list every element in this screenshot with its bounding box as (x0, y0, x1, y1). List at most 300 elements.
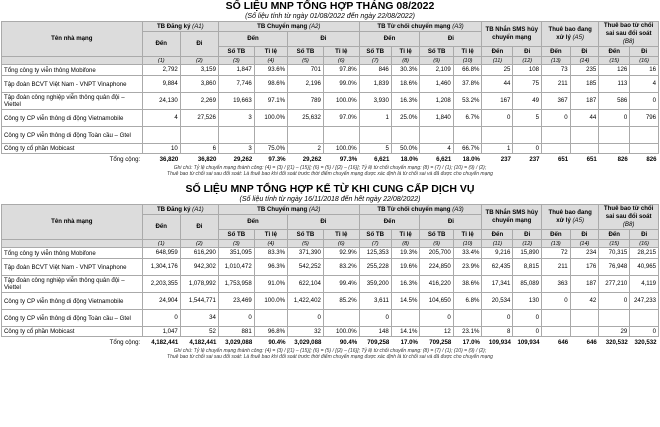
data-cell: 185 (570, 76, 599, 93)
col-di-header: Đi (630, 230, 659, 240)
data-cell: 97.1% (254, 93, 287, 110)
data-cell (288, 127, 324, 144)
data-cell: 224,850 (420, 259, 453, 276)
data-cell (513, 127, 542, 144)
col-di-header: Đi (420, 32, 482, 47)
data-cell: 701 (288, 65, 324, 76)
data-cell: 542,252 (288, 259, 324, 276)
total-cell: 90.4% (268, 338, 286, 346)
col-di-header: Đi (180, 215, 218, 240)
col-registered-header-label: TB Đăng ký (156, 205, 191, 213)
data-cell: 93.6% (254, 65, 287, 76)
col-di-header: Đi (513, 47, 542, 57)
data-cell: 125,353 (359, 248, 391, 259)
data-cell: 148 (359, 327, 391, 337)
data-cell: 1,010,472 (218, 259, 254, 276)
total-cell: 709,258 (429, 338, 452, 346)
data-cell (323, 310, 359, 327)
col-ti-le-header: Tỉ lệ (391, 230, 420, 240)
col-changed-header (599, 22, 659, 47)
data-cell: 62,435 (482, 259, 513, 276)
col-ti-le-header: Tỉ lệ (453, 230, 482, 240)
data-cell: 85.2% (323, 293, 359, 310)
data-cell: 19,663 (218, 93, 254, 110)
total-cell: 237 (529, 155, 540, 163)
data-cell (254, 127, 287, 144)
total-cell: 29,262 (302, 155, 322, 163)
data-cell: 37.8% (453, 76, 482, 93)
data-cell: 187 (570, 93, 599, 110)
operator-name: Công ty cổ phần Mobicast (2, 144, 143, 154)
col-so-tb-header: Số TB (359, 47, 391, 57)
report-section (0, 183, 660, 360)
data-cell: 92.9% (323, 248, 359, 259)
total-cell: 651 (557, 155, 569, 163)
table-row (2, 65, 659, 76)
data-cell (453, 310, 482, 327)
data-cell: 789 (288, 93, 324, 110)
index-cell-empty (2, 240, 143, 248)
data-cell (391, 310, 420, 327)
data-cell: 113 (599, 76, 630, 93)
col-refused-header-ref: (A3) (452, 205, 464, 213)
index-cell: (3) (218, 240, 254, 248)
col-registered-header-label: TB Đăng ký (156, 22, 191, 30)
data-cell: 176 (570, 259, 599, 276)
data-cell: 25 (482, 65, 513, 76)
data-cell: 0 (482, 110, 513, 127)
mnp-table (1, 21, 659, 165)
operator-name: Công ty CP viễn thông di động Toàn cầu – Gtel (2, 127, 143, 144)
col-registered-header-ref: (A1) (192, 205, 204, 213)
total-cell: 17.0% (462, 338, 480, 346)
data-cell: 0 (288, 310, 324, 327)
data-cell: 14.5% (391, 293, 420, 310)
data-cell: 83.2% (323, 259, 359, 276)
data-cell: 247,233 (630, 293, 659, 310)
data-cell: 4 (142, 110, 180, 127)
data-cell: 66.8% (453, 65, 482, 76)
col-pending-header (542, 205, 599, 230)
data-cell: 1,208 (420, 93, 453, 110)
data-cell: 211 (542, 259, 571, 276)
data-cell: 0 (420, 310, 453, 327)
index-cell: (11) (482, 57, 513, 65)
index-cell: (8) (391, 57, 420, 65)
data-cell: 2,203,355 (142, 276, 180, 293)
table-row (2, 110, 659, 127)
index-cell: (12) (513, 240, 542, 248)
data-cell: 73 (542, 65, 571, 76)
total-cell: 97.3% (268, 155, 286, 163)
data-cell: 19.6% (391, 259, 420, 276)
data-cell (630, 127, 659, 144)
index-cell: (16) (630, 240, 659, 248)
col-operator-header: Tên nhà mạng (2, 22, 143, 57)
data-cell: 2,792 (142, 65, 180, 76)
data-cell: 19.3% (391, 248, 420, 259)
data-cell: 416,220 (420, 276, 453, 293)
operator-name: Công ty cổ phần Mobicast (2, 327, 143, 337)
data-cell: 104,650 (420, 293, 453, 310)
data-cell: 96.3% (254, 259, 287, 276)
data-cell: 97.8% (323, 65, 359, 76)
data-cell: 12 (420, 327, 453, 337)
index-cell: (1) (142, 240, 180, 248)
total-cell: 6,621 (436, 155, 452, 163)
operator-name: Tập đoàn công nghiệp viễn thông quân đội – Viettel (2, 276, 143, 293)
index-cell: (4) (254, 240, 287, 248)
data-cell: 1,078,992 (180, 276, 218, 293)
col-pending-header-ref: (A5) (572, 34, 585, 41)
col-ti-le-header: Tỉ lệ (391, 47, 420, 57)
total-cell: 320,532 (605, 338, 628, 346)
data-cell: 33.4% (453, 248, 482, 259)
data-cell: 85,089 (513, 276, 542, 293)
data-cell: 100.0% (323, 93, 359, 110)
data-cell: 0 (359, 310, 391, 327)
data-cell (542, 127, 571, 144)
data-cell: 5 (513, 110, 542, 127)
col-pending-header-label: Thuê bao đang xử lý (548, 26, 592, 41)
data-cell: 359,200 (359, 276, 391, 293)
data-cell: 96.8% (254, 327, 287, 337)
data-cell: 0 (513, 144, 542, 154)
footnote: Thuê bao từ chối sai sau đối soát: Là thuê bao khi đối soát trước thời điểm chuyển mạng được xác định là từ chối sai và đã được cho chuyển mạng (167, 354, 493, 360)
data-cell: 100.0% (254, 110, 287, 127)
table-row (2, 293, 659, 310)
data-cell: 942,302 (180, 259, 218, 276)
col-so-tb-header: Số TB (288, 230, 324, 240)
data-cell: 1,839 (359, 76, 391, 93)
col-den-header: Đến (482, 230, 513, 240)
col-pending-header-label: Thuê bao đang xử lý (548, 209, 592, 224)
total-label: Tổng cộng: (109, 338, 141, 346)
col-pending-header (542, 22, 599, 47)
total-cell: 18.0% (400, 155, 418, 163)
data-cell: 0 (599, 293, 630, 310)
data-cell (218, 127, 254, 144)
data-cell: 44 (482, 76, 513, 93)
data-cell: 1,840 (420, 110, 453, 127)
report-section (0, 0, 660, 183)
col-ported-header-label: TB Chuyển mạng (257, 22, 308, 30)
index-cell: (16) (630, 57, 659, 65)
table-row (2, 144, 659, 154)
data-cell: 25,632 (288, 110, 324, 127)
col-refused-header-label: TB Từ chối chuyển mạng (377, 205, 451, 213)
table-row (2, 76, 659, 93)
operator-name: Tập đoàn công nghiệp viễn thông quân đội – Viettel (2, 93, 143, 110)
col-registered-header-ref: (A1) (192, 22, 204, 30)
data-cell: 97.0% (323, 110, 359, 127)
col-den-header: Đến (542, 47, 571, 57)
data-cell: 30.3% (391, 65, 420, 76)
data-cell: 2,109 (420, 65, 453, 76)
data-cell: 2 (288, 144, 324, 154)
data-cell: 6.7% (453, 110, 482, 127)
total-row (2, 154, 659, 166)
data-cell: 16.3% (391, 276, 420, 293)
data-cell: 367 (542, 93, 571, 110)
col-ported-header-ref: (A2) (308, 22, 321, 30)
table-row (2, 248, 659, 259)
data-cell: 6 (180, 144, 218, 154)
index-cell: (15) (599, 57, 630, 65)
col-di-header: Đi (630, 47, 659, 57)
total-cell: 97.3% (339, 155, 358, 163)
col-di-header: Đi (288, 32, 360, 47)
data-cell: 8,815 (513, 259, 542, 276)
report-title: SỐ LIỆU MNP TỔNG HỢP THÁNG 08/2022 (225, 0, 435, 12)
data-cell: 3,930 (359, 93, 391, 110)
total-cell: 109,934 (517, 338, 540, 346)
total-cell: 646 (557, 338, 569, 346)
data-cell: 3,159 (180, 65, 218, 76)
total-cell: 237 (500, 155, 511, 163)
index-cell: (11) (482, 240, 513, 248)
data-cell: 277,210 (599, 276, 630, 293)
operator-name: Tập đoàn BCVT Việt Nam - VNPT Vinaphone (2, 259, 143, 276)
operator-name: Tổng công ty viễn thông Mobifone (2, 248, 143, 259)
data-cell: 9,216 (482, 248, 513, 259)
data-cell: 1,047 (142, 327, 180, 337)
data-cell: 20,534 (482, 293, 513, 310)
data-cell: 0 (482, 310, 513, 327)
col-ti-le-header: Tỉ lệ (453, 47, 482, 57)
data-cell (542, 310, 571, 327)
index-cell-empty (2, 57, 143, 65)
data-cell (630, 144, 659, 154)
data-cell: 50.0% (391, 144, 420, 154)
data-cell: 3 (218, 144, 254, 154)
data-cell: 76,948 (599, 259, 630, 276)
data-cell (323, 127, 359, 144)
data-cell: 0 (542, 293, 571, 310)
data-cell: 42 (570, 293, 599, 310)
table-row (2, 276, 659, 293)
data-cell: 38.6% (453, 276, 482, 293)
total-cell: 90.4% (339, 338, 358, 346)
data-cell: 49 (513, 93, 542, 110)
total-cell: 109,934 (488, 338, 511, 346)
table-row (2, 327, 659, 337)
data-cell: 211 (542, 76, 571, 93)
operator-name: Công ty CP viễn thông di động Vietnamobile (2, 110, 143, 127)
total-cell: 3,029,088 (294, 338, 322, 346)
col-den-header: Đến (359, 32, 420, 47)
data-cell: 167 (482, 93, 513, 110)
data-cell: 1,753,958 (218, 276, 254, 293)
col-den-header: Đến (142, 32, 180, 57)
data-cell: 0 (218, 310, 254, 327)
table-row (2, 259, 659, 276)
report-subtitle: (Số liệu tính từ ngày 01/08/2022 đến ngày 22/08/2022) (245, 13, 415, 20)
table-row (2, 93, 659, 110)
footnote: Thuê bao từ chối sai sau đối soát: Là thuê bao khi đối soát trước thời điểm chuyển mạng được xác định là từ chối sai và đã được cho chuyển mạng (167, 171, 493, 177)
data-cell (630, 310, 659, 327)
data-cell: 622,104 (288, 276, 324, 293)
col-di-header: Đi (570, 230, 599, 240)
data-cell: 1,304,176 (142, 259, 180, 276)
data-cell: 98.6% (254, 76, 287, 93)
col-di-header: Đi (420, 215, 482, 230)
data-cell: 108 (513, 65, 542, 76)
data-cell: 44 (570, 110, 599, 127)
report-subtitle: (Số liệu tính từ ngày 16/11/2018 đến hết ngày 22/08/2022) (239, 196, 421, 203)
total-cell: 646 (586, 338, 597, 346)
data-cell: 1,847 (218, 65, 254, 76)
data-cell: 371,390 (288, 248, 324, 259)
index-cell: (10) (453, 57, 482, 65)
col-changed-header-label: Thuê bao từ chối sai sau đổi soát (603, 205, 654, 220)
data-cell: 29 (599, 327, 630, 337)
data-cell: 234 (570, 248, 599, 259)
total-cell: 4,182,441 (189, 338, 217, 346)
col-so-tb-header: Số TB (218, 230, 254, 240)
data-cell: 9,884 (142, 76, 180, 93)
data-cell (570, 144, 599, 154)
data-cell: 40,965 (630, 259, 659, 276)
data-cell: 235 (570, 65, 599, 76)
data-cell (570, 310, 599, 327)
data-cell: 363 (542, 276, 571, 293)
operator-name: Công ty CP viễn thông di động Vietnamobile (2, 293, 143, 310)
index-cell: (15) (599, 240, 630, 248)
data-cell: 75 (513, 76, 542, 93)
data-cell: 52 (180, 327, 218, 337)
data-cell: 23.9% (453, 259, 482, 276)
data-cell: 0 (599, 110, 630, 127)
data-cell: 648,959 (142, 248, 180, 259)
col-ported-header-label: TB Chuyển mạng (257, 205, 308, 213)
index-cell: (13) (542, 57, 571, 65)
data-cell: 0 (142, 310, 180, 327)
data-cell: 14.1% (391, 327, 420, 337)
data-cell: 91.0% (254, 276, 287, 293)
index-cell: (14) (570, 240, 599, 248)
col-so-tb-header: Số TB (420, 230, 453, 240)
total-cell: 29,262 (233, 155, 253, 163)
col-di-header: Đi (513, 230, 542, 240)
total-cell: 320,532 (634, 338, 657, 346)
index-cell: (1) (142, 57, 180, 65)
index-cell: (7) (359, 240, 391, 248)
data-cell: 586 (599, 93, 630, 110)
col-den-header: Đến (482, 47, 513, 57)
data-cell (391, 127, 420, 144)
col-ported-header-ref: (A2) (308, 205, 321, 213)
data-cell: 17,341 (482, 276, 513, 293)
col-ti-le-header: Tỉ lệ (323, 230, 359, 240)
data-cell: 100.0% (323, 327, 359, 337)
total-cell: 709,258 (367, 338, 390, 346)
data-cell (570, 327, 599, 337)
data-cell: 4 (630, 76, 659, 93)
total-cell: 3,029,088 (225, 338, 253, 346)
col-di-header: Đi (180, 32, 218, 57)
col-changed-header-ref: (B8) (622, 221, 635, 228)
index-cell: (4) (254, 57, 287, 65)
data-cell (542, 327, 571, 337)
data-cell: 0 (513, 310, 542, 327)
data-cell: 616,290 (180, 248, 218, 259)
data-cell: 796 (630, 110, 659, 127)
index-cell: (2) (180, 57, 218, 65)
col-den-header: Đến (359, 215, 420, 230)
col-changed-header-ref: (B8) (622, 38, 635, 45)
operator-name: Tổng công ty viễn thông Mobifone (2, 65, 143, 76)
total-label: Tổng cộng: (109, 155, 141, 163)
data-cell: 5 (359, 144, 391, 154)
data-cell: 18.6% (391, 76, 420, 93)
data-cell: 4 (420, 144, 453, 154)
data-cell: 1,422,402 (288, 293, 324, 310)
col-so-tb-header: Số TB (288, 47, 324, 57)
data-cell: 8 (482, 327, 513, 337)
index-cell: (9) (420, 240, 453, 248)
col-refused-header (359, 205, 482, 215)
data-cell (599, 144, 630, 154)
total-cell: 18.0% (462, 155, 480, 163)
total-cell: 17.0% (400, 338, 418, 346)
col-operator-header: Tên nhà mạng (2, 205, 143, 240)
data-cell: 0 (513, 327, 542, 337)
data-cell: 1 (482, 144, 513, 154)
col-den-header: Đến (142, 215, 180, 240)
data-cell: 100.0% (323, 144, 359, 154)
data-cell: 10 (142, 144, 180, 154)
data-cell: 4,119 (630, 276, 659, 293)
data-cell: 2,196 (288, 76, 324, 93)
col-changed-header-label: Thuê bao từ chối sai sau đổi soát (603, 22, 654, 37)
total-cell: 826 (646, 155, 657, 163)
data-cell: 881 (218, 327, 254, 337)
index-cell: (3) (218, 57, 254, 65)
data-cell (254, 310, 287, 327)
data-cell: 187 (570, 276, 599, 293)
data-cell: 0 (542, 110, 571, 127)
col-den-header: Đến (218, 32, 287, 47)
data-cell: 100.0% (254, 293, 287, 310)
index-cell: (13) (542, 240, 571, 248)
data-cell: 130 (513, 293, 542, 310)
col-registered-header (142, 205, 218, 215)
index-cell: (10) (453, 240, 482, 248)
data-cell: 23,469 (218, 293, 254, 310)
data-cell (570, 127, 599, 144)
data-cell: 32 (288, 327, 324, 337)
data-cell: 3,611 (359, 293, 391, 310)
index-cell: (5) (288, 57, 324, 65)
operator-name: Công ty CP viễn thông di động Toàn cầu – Gtel (2, 310, 143, 327)
data-cell: 2,269 (180, 93, 218, 110)
col-pending-header-ref: (A5) (572, 217, 585, 224)
col-ported-header (218, 205, 359, 215)
index-cell: (9) (420, 57, 453, 65)
data-cell: 66.7% (453, 144, 482, 154)
col-ported-header (218, 22, 359, 32)
col-ti-le-header: Tỉ lệ (323, 47, 359, 57)
data-cell: 0 (630, 93, 659, 110)
data-cell: 16 (630, 65, 659, 76)
col-ti-le-header: Tỉ lệ (254, 47, 287, 57)
col-di-header: Đi (570, 47, 599, 57)
col-den-header: Đến (599, 47, 630, 57)
col-ti-le-header: Tỉ lệ (254, 230, 287, 240)
total-row (2, 337, 659, 349)
col-changed-header (599, 205, 659, 230)
